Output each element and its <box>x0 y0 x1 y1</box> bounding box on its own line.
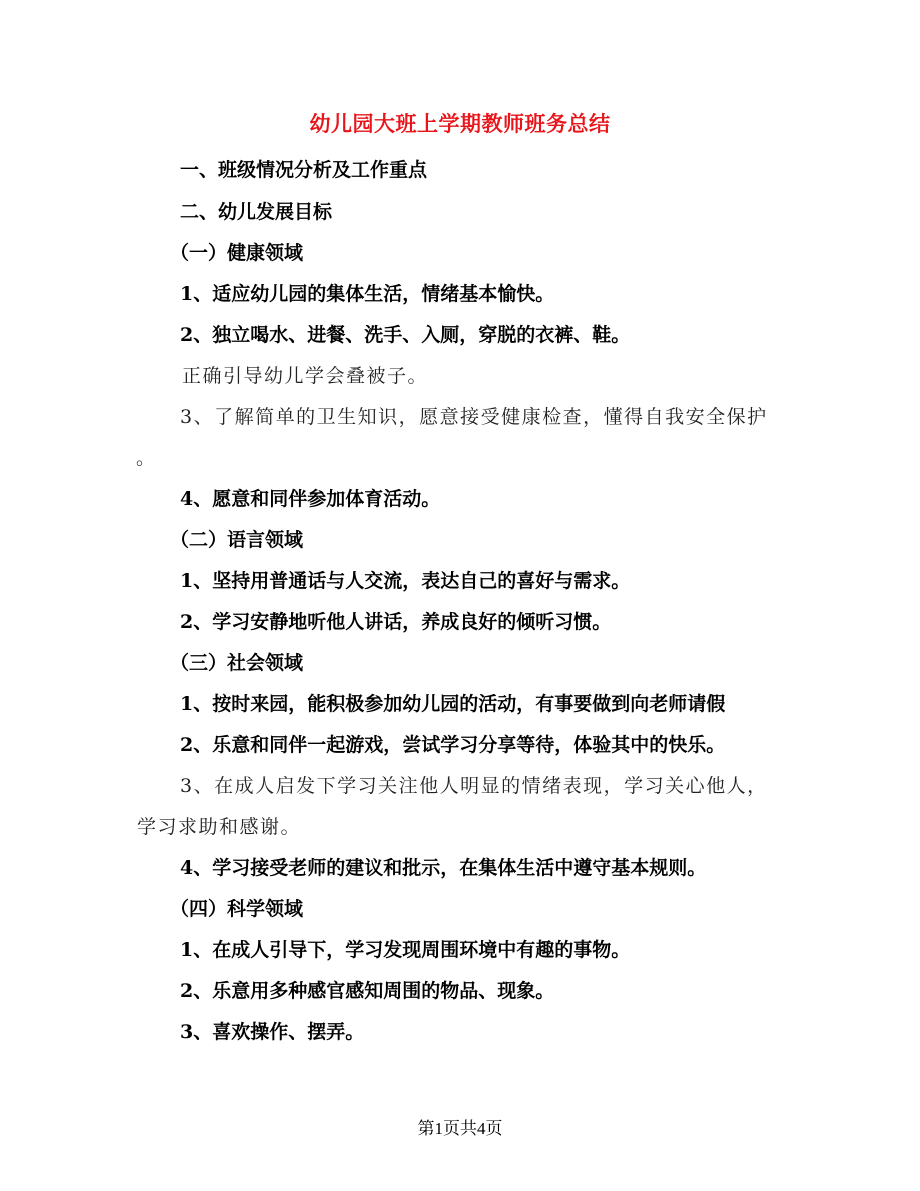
paragraph: 3、了解简单的卫生知识，愿意接受健康检查，懂得自我安全保护 <box>180 406 768 428</box>
paragraph: 2、独立喝水、进餐、洗手、入厕，穿脱的衣裤、鞋。 <box>180 324 631 346</box>
paragraph: 2、学习安静地听他人讲话，养成良好的倾听习惯。 <box>180 611 612 633</box>
subsection-heading: （三）社会领域 <box>170 652 304 674</box>
paragraph: 4、愿意和同伴参加体育活动。 <box>180 488 441 510</box>
paragraph-continuation: 。 <box>136 447 157 469</box>
section-heading: 二、幼儿发展目标 <box>180 201 333 223</box>
paragraph: 1、坚持用普通话与人交流，表达自己的喜好与需求。 <box>180 570 631 592</box>
paragraph: 2、乐意用多种感官感知周围的物品、现象。 <box>180 980 555 1002</box>
page-footer: 第1页共4页 <box>417 1119 503 1138</box>
subsection-heading: （四）科学领域 <box>170 898 304 920</box>
subsection-heading: （一）健康领域 <box>170 242 304 264</box>
paragraph-continuation: 学习求助和感谢。 <box>137 816 302 838</box>
paragraph: 3、喜欢操作、摆弄。 <box>180 1021 365 1043</box>
section-heading: 一、班级情况分析及工作重点 <box>180 159 428 181</box>
paragraph: 1、适应幼儿园的集体生活，情绪基本愉快。 <box>180 283 555 305</box>
paragraph: 正确引导幼儿学会叠被子。 <box>182 365 429 387</box>
paragraph: 3、在成人启发下学习关注他人明显的情绪表现，学习关心他人， <box>180 775 768 797</box>
page-title: 幼儿园大班上学期教师班务总结 <box>309 111 611 136</box>
paragraph: 4、学习接受老师的建议和批示，在集体生活中遵守基本规则。 <box>180 857 707 879</box>
paragraph: 2、乐意和同伴一起游戏，尝试学习分享等待，体验其中的快乐。 <box>180 734 726 756</box>
subsection-heading: （二）语言领域 <box>170 529 304 551</box>
paragraph: 1、按时来园，能积极参加幼儿园的活动，有事要做到向老师请假 <box>180 693 726 715</box>
paragraph: 1、在成人引导下，学习发现周围环境中有趣的事物。 <box>180 939 631 961</box>
